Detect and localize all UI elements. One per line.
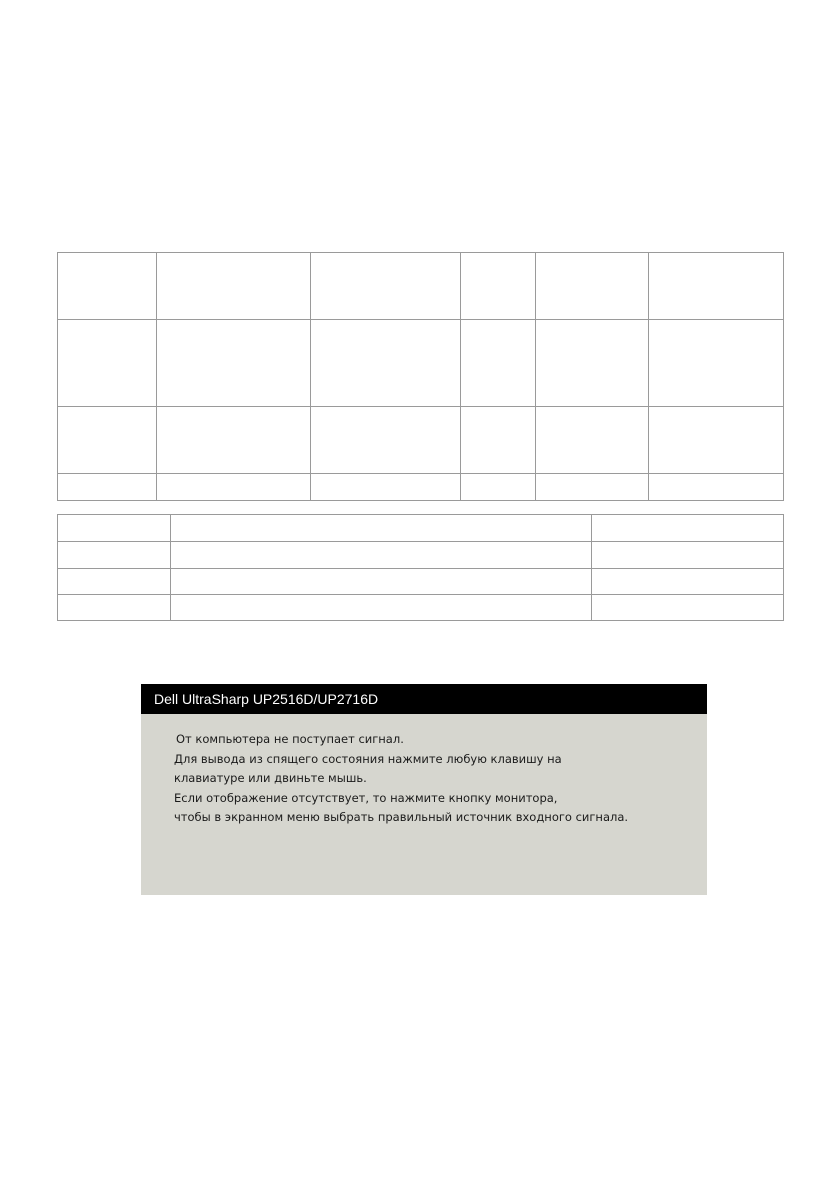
table-row bbox=[58, 542, 784, 569]
table-cell bbox=[536, 320, 649, 407]
table-cell bbox=[311, 320, 461, 407]
table-cell bbox=[58, 515, 171, 542]
table-cell bbox=[171, 515, 592, 542]
table-cell bbox=[649, 474, 784, 501]
table-cell bbox=[592, 569, 784, 595]
table-cell bbox=[171, 595, 592, 621]
table-cell bbox=[649, 407, 784, 474]
table-row bbox=[58, 595, 784, 621]
table-cell bbox=[649, 253, 784, 320]
osd-title: Dell UltraSharp UP2516D/UP2716D bbox=[154, 691, 379, 707]
table-row bbox=[58, 407, 784, 474]
table-cell bbox=[311, 253, 461, 320]
table-row bbox=[58, 474, 784, 501]
table-cell bbox=[592, 515, 784, 542]
osd-message-line: чтобы в экранном меню выбрать правильный источник входного сигнала. bbox=[174, 810, 629, 824]
table-cell bbox=[58, 474, 157, 501]
table-row bbox=[58, 515, 784, 542]
table-cell bbox=[461, 474, 536, 501]
table-row bbox=[58, 569, 784, 595]
table-cell bbox=[157, 253, 311, 320]
power-modes-table bbox=[57, 252, 784, 501]
table-row bbox=[58, 320, 784, 407]
osd-message bbox=[141, 714, 707, 828]
osd-message-line: Для вывода из спящего состояния нажмите любую клавишу на bbox=[174, 751, 562, 766]
table-cell bbox=[461, 407, 536, 474]
table-cell bbox=[157, 407, 311, 474]
table-cell bbox=[592, 542, 784, 569]
table-cell bbox=[157, 474, 311, 501]
table-cell bbox=[58, 253, 157, 320]
table-cell bbox=[157, 320, 311, 407]
table-cell bbox=[171, 569, 592, 595]
table-cell bbox=[58, 542, 171, 569]
table-cell bbox=[58, 407, 157, 474]
osd-message-line: клавиатуре или двиньте мышь. bbox=[174, 771, 367, 785]
table-cell bbox=[649, 320, 784, 407]
table-cell bbox=[461, 253, 536, 320]
table-cell bbox=[171, 542, 592, 569]
table-cell bbox=[536, 474, 649, 501]
table-cell bbox=[592, 595, 784, 621]
table-row bbox=[58, 253, 784, 320]
osd-message-line: Если отображение отсутствует, то нажмите кнопку монитора, bbox=[174, 790, 558, 805]
table-cell bbox=[58, 569, 171, 595]
table-cell bbox=[311, 474, 461, 501]
osd-title-bar bbox=[141, 684, 707, 714]
table-cell bbox=[58, 595, 171, 621]
table-cell bbox=[311, 407, 461, 474]
osd-no-signal-dialog bbox=[141, 684, 707, 895]
table-cell bbox=[536, 407, 649, 474]
table-cell bbox=[461, 320, 536, 407]
osd-message-line: От компьютера не поступает сигнал. bbox=[176, 732, 404, 746]
table-cell bbox=[58, 320, 157, 407]
table-cell bbox=[536, 253, 649, 320]
power-consumption-table bbox=[57, 514, 784, 621]
